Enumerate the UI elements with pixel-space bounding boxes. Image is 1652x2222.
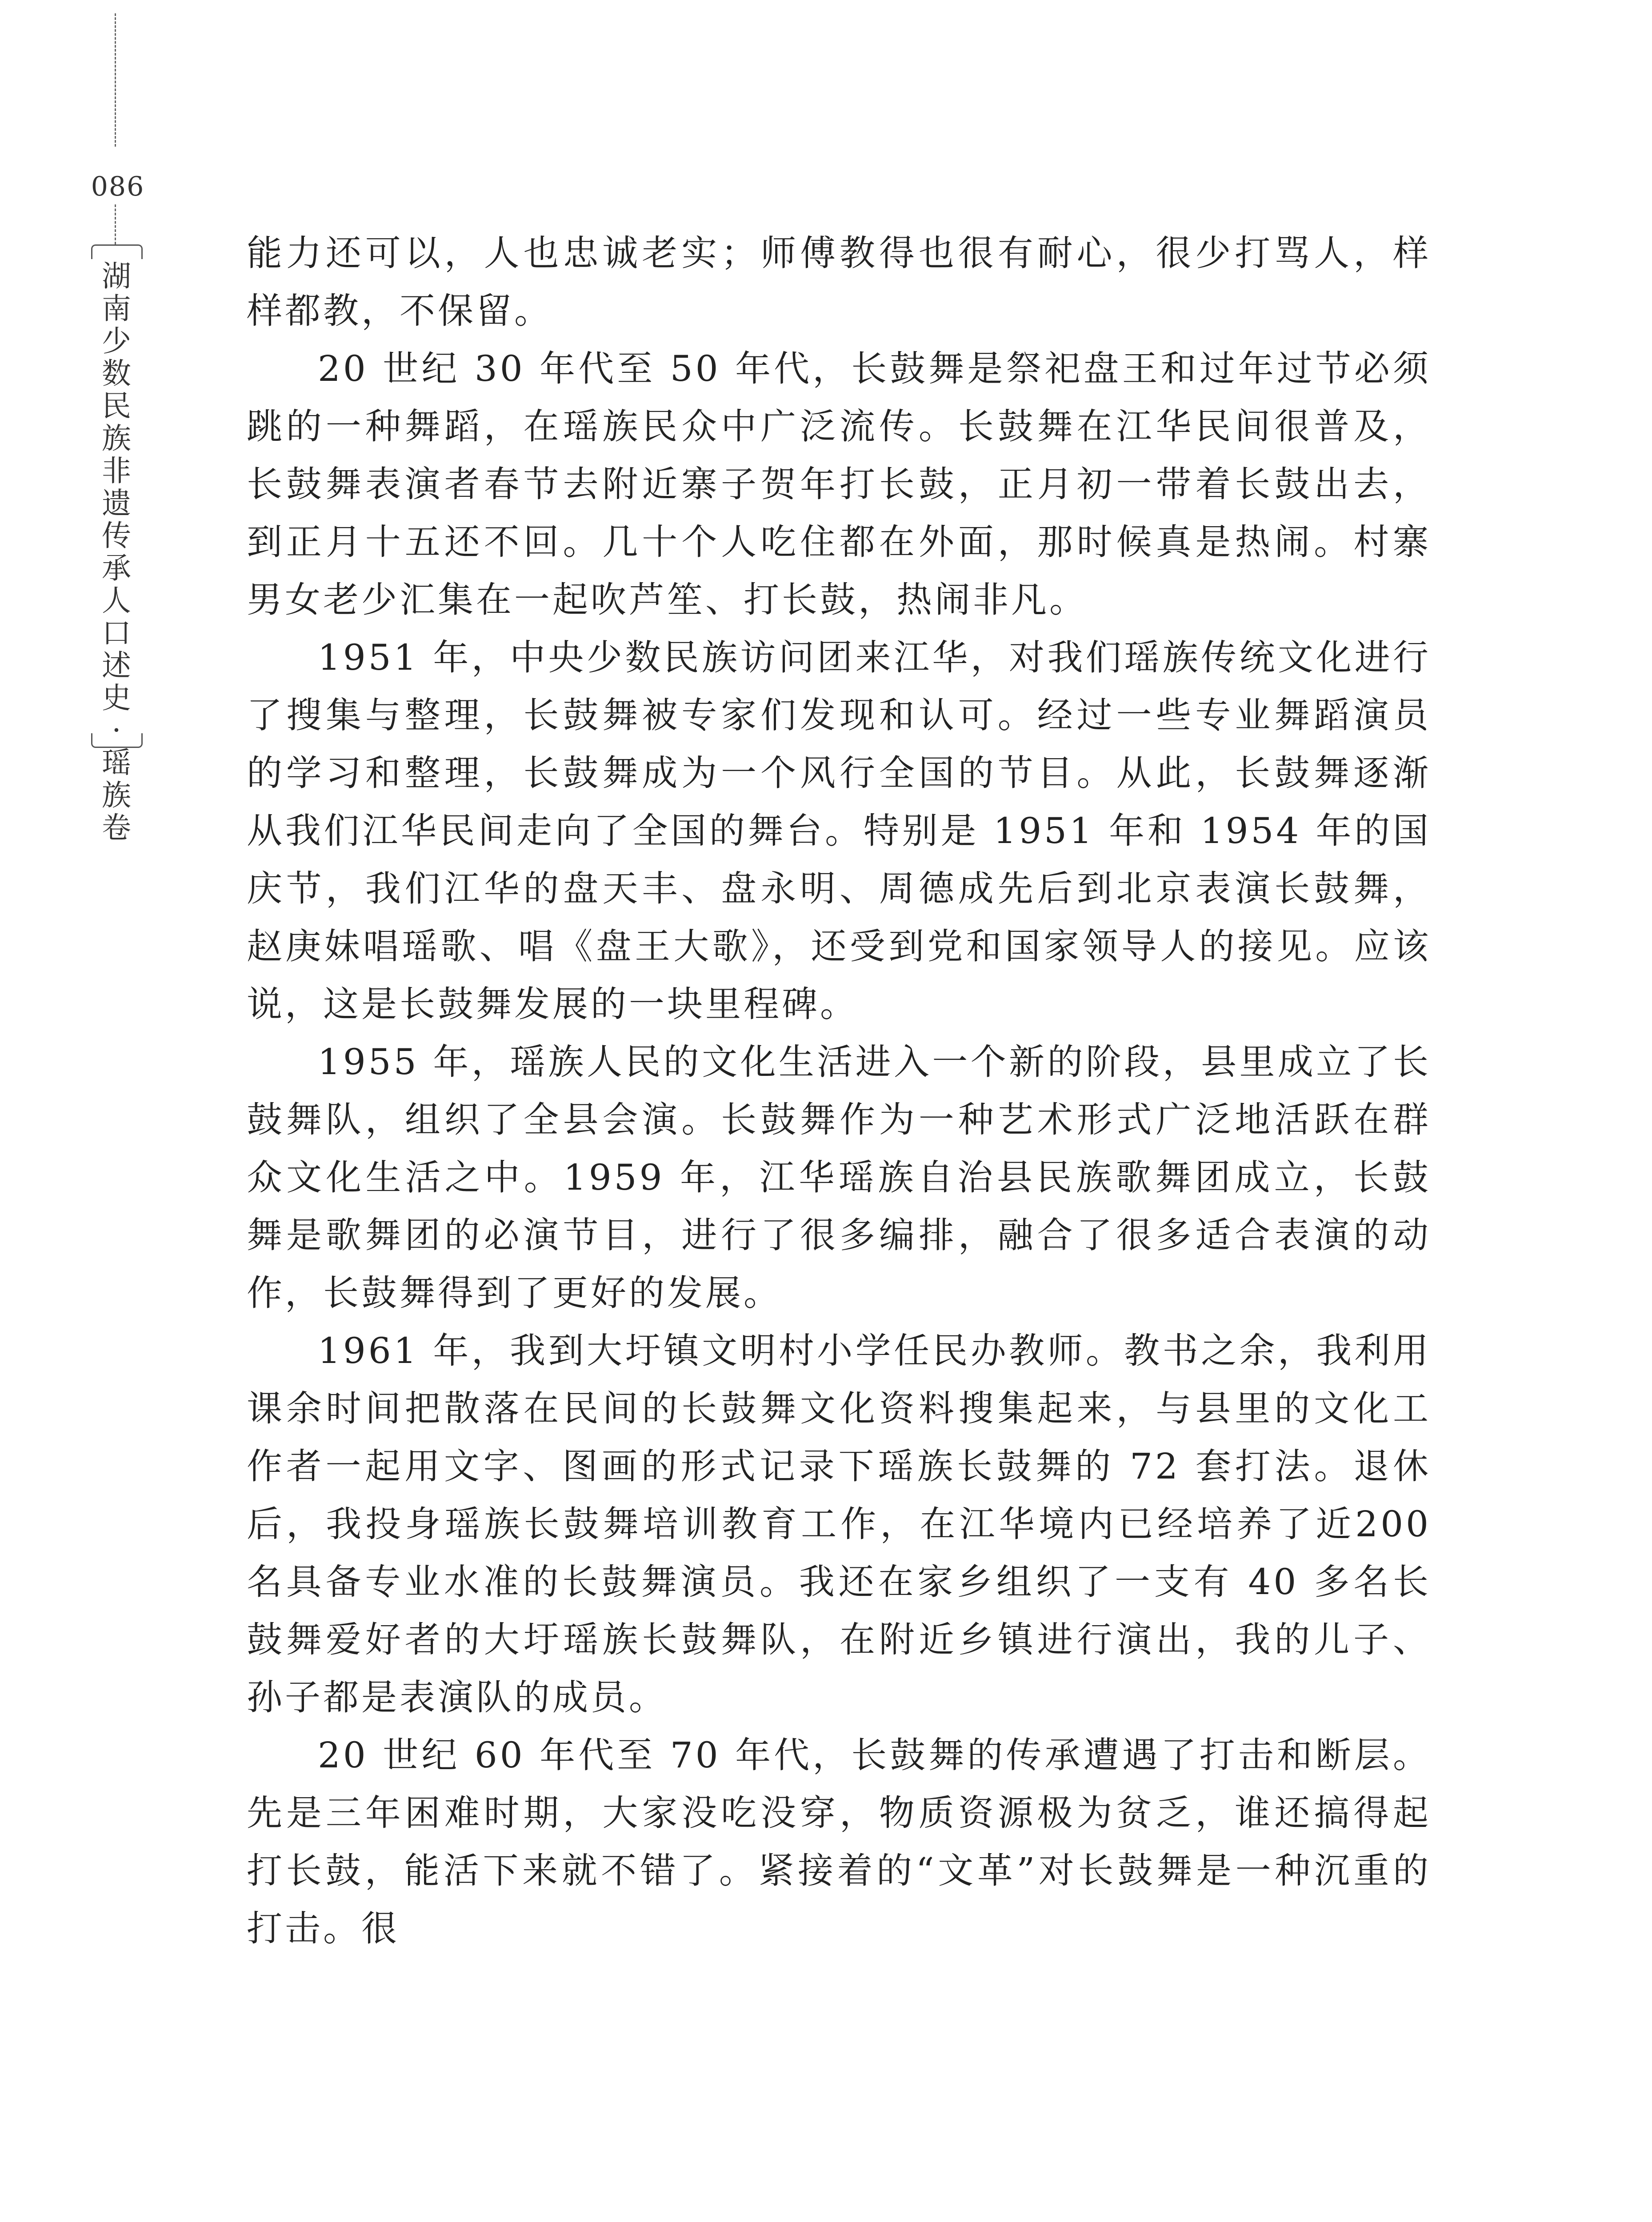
paragraph: 1961 年，我到大圩镇文明村小学任民办教师。教书之余，我利用课余时间把散落在民间的长鼓舞文化资料搜集起来，与县里的文化工作者一起用文字、图画的形式记录下瑶族长鼓舞的 72 套打法。退休后，我投身瑶族长鼓舞培训教育工作，在江华境内已经培养了近200 名具备专业水准的长鼓舞演员。我还在家乡组织了一支有 40 多名长鼓舞爱好者的大圩瑶族长鼓舞队，在附近乡镇进行演出，我的儿子、孙子都是表演队的成员。 (247, 1330, 1431, 1718)
paragraph: 1955 年，瑶族人民的文化生活进入一个新的阶段，县里成立了长鼓舞队，组织了全县会演。长鼓舞作为一种艺术形式广泛地活跃在群众文化生活之中。1959 年，江华瑶族自治县民族歌舞团成立，长鼓舞是歌舞团的必演节目，进行了很多编排，融合了很多适合表演的动作，长鼓舞得到了更好的发展。 (247, 1041, 1431, 1314)
title-bracket-top (91, 244, 143, 259)
series-title: 湖南少数民族非遗传承人口述史·瑶族卷 (102, 259, 131, 845)
sidebar-rule-middle (115, 204, 116, 244)
paragraph: 1951 年，中央少数民族访问团来江华，对我们瑶族传统文化进行了搜集与整理，长鼓舞被专家们发现和认可。经过一些专业舞蹈演员的学习和整理，长鼓舞成为一个风行全国的节目。从此，长鼓舞逐渐从我们江华民间走向了全国的舞台。特别是 1951 年和 1954 年的国庆节，我们江华的盘天丰、盘永明、周德成先后到北京表演长鼓舞，赵庚妹唱瑶歌、唱《盘王大歌》，还受到党和国家领导人的接见。应该说，这是长鼓舞发展的一块里程碑。 (247, 637, 1431, 1025)
sidebar-rule-top (115, 13, 116, 147)
page-number: 086 (91, 171, 145, 202)
paragraph: 能力还可以，人也忠诚老实；师傅教得也很有耐心，很少打骂人，样样都教，不保留。 (247, 232, 1431, 332)
paragraph: 20 世纪 30 年代至 50 年代，长鼓舞是祭祀盘王和过年过节必须跳的一种舞蹈，在瑶族民众中广泛流传。长鼓舞在江华民间很普及，长鼓舞表演者春节去附近寨子贺年打长鼓，正月初一带着长鼓出去，到正月十五还不回。几十个人吃住都在外面，那时候真是热闹。村寨男女老少汇集在一起吹芦笙、打长鼓，热闹非凡。 (247, 348, 1431, 620)
title-bracket-bottom (91, 733, 143, 748)
paragraph: 20 世纪 60 年代至 70 年代，长鼓舞的传承遭遇了打击和断层。先是三年困难时期，大家没吃没穿，物质资源极为贫乏，谁还搞得起打长鼓，能活下来就不错了。紧接着的“文革”对长鼓舞是一种沉重的打击。很 (247, 1734, 1431, 1949)
body-text (247, 224, 1431, 1958)
sidebar-rule-bottom (115, 751, 116, 769)
